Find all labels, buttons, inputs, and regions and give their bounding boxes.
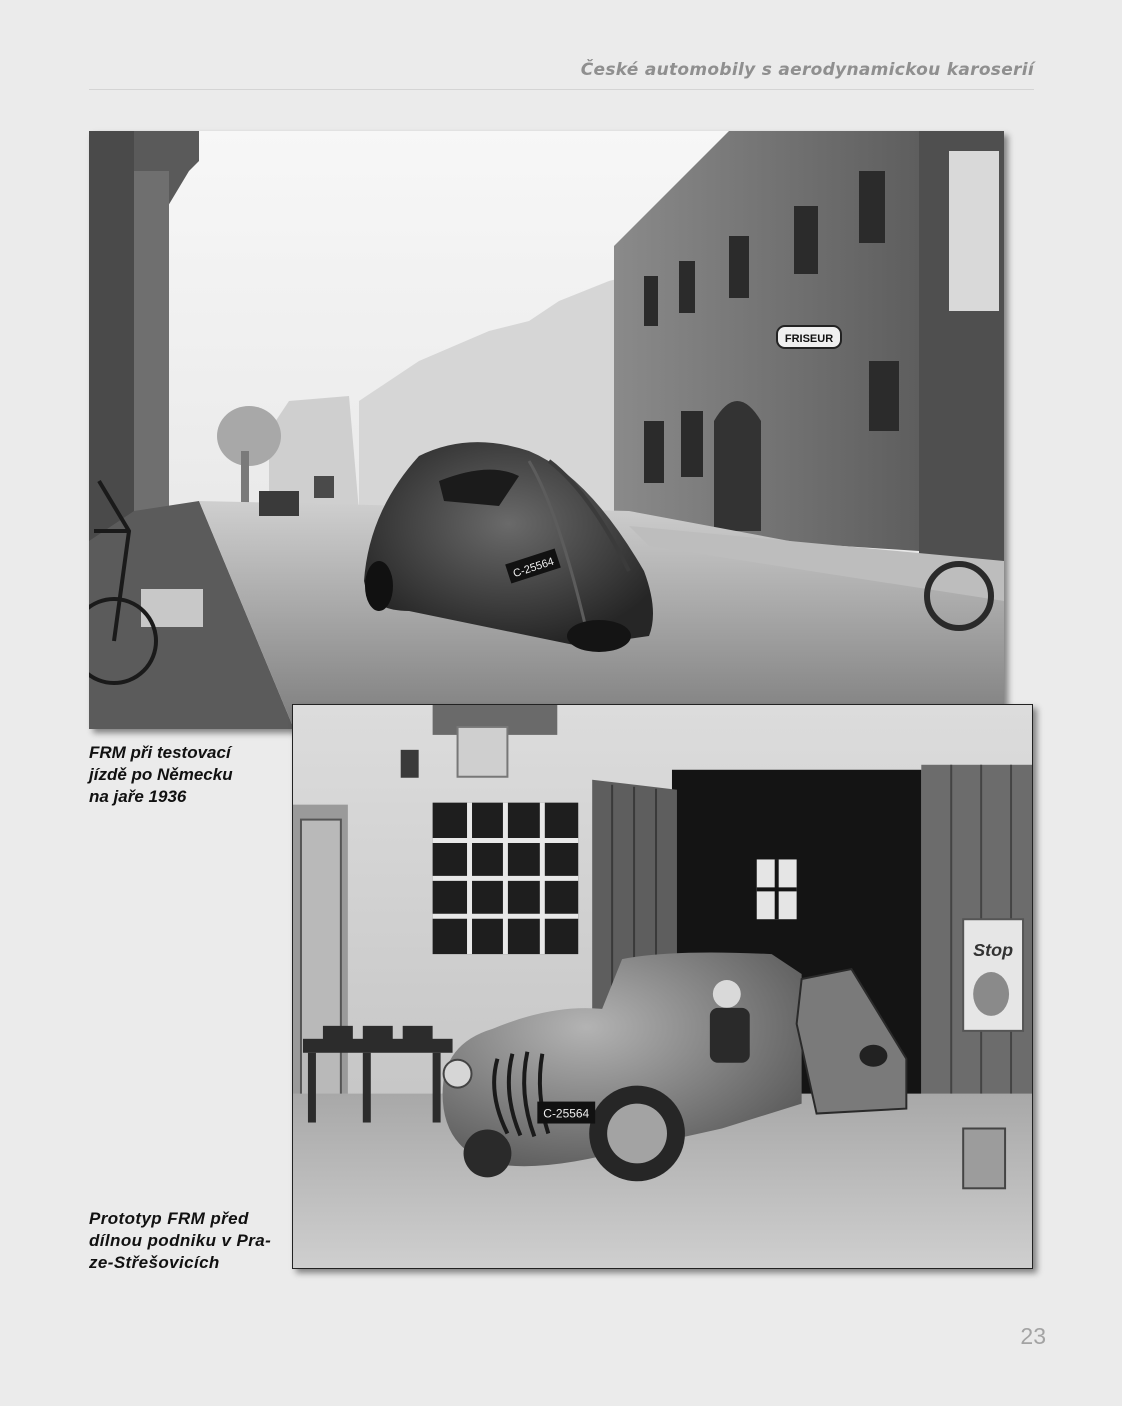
caption-line: dílnou podniku v Pra- — [89, 1231, 272, 1250]
caption-line: ze-Střešovicích — [89, 1253, 220, 1272]
friseur-sign-text: FRISEUR — [784, 333, 834, 345]
workshop-photo-illustration — [293, 705, 1032, 1268]
caption-line: na jaře 1936 — [89, 787, 187, 806]
caption-line: Prototyp FRM před — [89, 1209, 249, 1228]
caption-photo-1 — [89, 742, 279, 808]
photo-street-test-drive — [89, 131, 1004, 729]
caption-line: jízdě po Německu — [89, 765, 233, 784]
photo-workshop-prototype — [292, 704, 1033, 1269]
caption-photo-2 — [89, 1208, 279, 1274]
header-divider — [89, 89, 1034, 90]
caption-line: FRM při testovací — [89, 743, 231, 762]
page-number: 23 — [1020, 1323, 1046, 1349]
license-plate-text-2: C-25564 — [543, 1106, 590, 1121]
license-plate-text: C-25564 — [511, 555, 556, 581]
running-header: České automobily s aerodynamickou karoserií — [580, 60, 1034, 80]
stop-poster-text: Stop — [973, 940, 1014, 961]
street-photo-illustration — [89, 131, 1004, 729]
